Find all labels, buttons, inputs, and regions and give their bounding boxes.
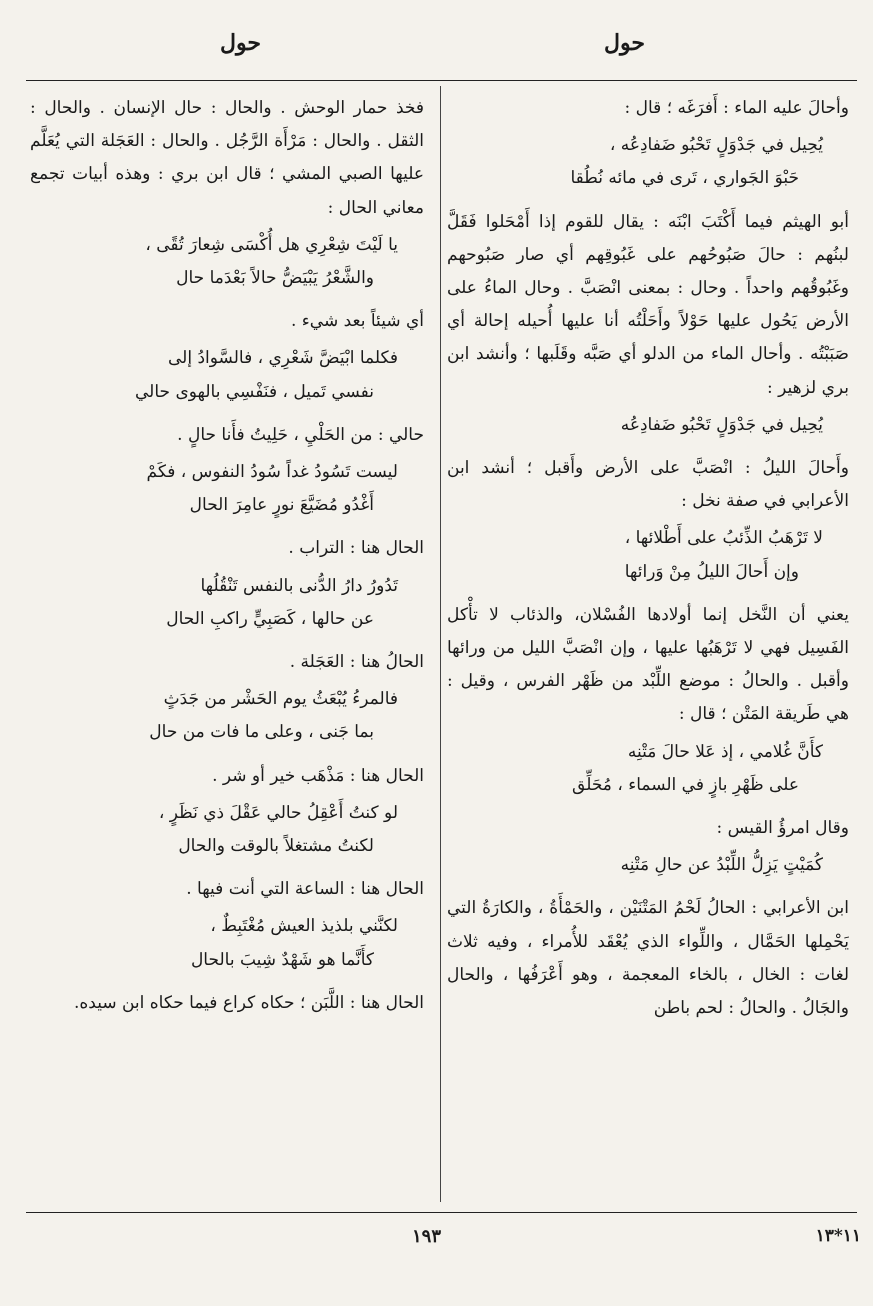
paragraph: فخذ حمار الوحش . والحال : حال الإنسان . والحال : الثقل . والحال : مَرْأَة الرَّجُل . والحال : العَجَلة التي يُعَلَّم عليها الصبي المشي ؛ قال ابن بري : وهذه أبيات تجمع معاني الحال :: [30, 98, 424, 218]
verse-line: وإن أَحالَ الليلُ مِنْ وَرائها: [624, 561, 799, 582]
paragraph: الحال هنا : التراب .: [288, 538, 424, 559]
verse-line: على ظَهْرِ بازٍ في السماء ، مُحَلِّق: [572, 774, 799, 795]
verse-line: فكلما ابْيَضَّ شَعْرِي ، فالسَّوادُ إلى: [168, 348, 398, 369]
paragraph: أي شيئاً بعد شيء .: [291, 311, 424, 332]
paragraph: وقال امرؤُ القيس :: [716, 818, 849, 839]
verse: [447, 736, 849, 802]
verse: [30, 229, 424, 295]
verse-line: والشَّعْرُ يَبْيَضُّ حالاً بَعْدَما حال: [176, 268, 374, 289]
verse-line: يا لَيْتَ شِعْرِي هل أُكْسَى شِعارَ تُقًى ،: [145, 234, 398, 255]
verse-line: لكنَّني بلذيذ العيش مُغْتَبِطٌ ،: [210, 916, 398, 937]
verse: [447, 129, 849, 195]
verse-line: ليست تَسُودُ غداً سُودُ النفوس ، فكَمْ: [146, 462, 398, 483]
verse: [30, 683, 424, 749]
verse-line: لو كنتُ أَعْقِلُ حالي عَقْلَ ذي نَظَرٍ ،: [158, 802, 398, 823]
verse-line: كأَنَّ غُلامي ، إذ عَلا حالَ مَتْنِه: [627, 741, 823, 762]
signature-mark: ١١*١٣: [815, 1226, 861, 1246]
paragraph: يعني أن النَّخل إنما أولادها الفُسْلان، والذئاب لا تأْكل الفَسِيل فهي لا تَرْهَبُها عليها ، وإن انْصَبَّ الليل من ورائها وأقبل . والحالُ : موضع اللِّبْد من ظَهْر الفرس ، وقيل : هي طَريقة المَتْن ؛ قال :: [447, 604, 849, 725]
verse-line: يُحِيل في جَدْوَلٍ تَحْبُو ضَفادِعُه: [620, 414, 823, 435]
right-column: [447, 92, 849, 1204]
verse: [447, 409, 849, 442]
paragraph: وأحالَ عليه الماء : أَفرَغَه ؛ قال :: [624, 98, 849, 118]
paragraph: الحال هنا : مَذْهَب خير أو شر .: [212, 765, 424, 786]
verse: [30, 456, 424, 522]
header-word-left: حول: [220, 30, 261, 56]
paragraph: الحال هنا : اللَّبَن ؛ حكاه كراع فيما حكاه ابن سيده.: [73, 992, 424, 1013]
verse-line: كأَنَّما هو شَهْدٌ شِيبَ بالحال: [190, 949, 374, 970]
verse-line: كُمَيْتٍ يَزِلُّ اللِّبْدُ عن حالِ مَتْنِه: [620, 855, 823, 876]
verse-line: أَغْدُو مُضَيَّعَ نورٍ عامِرَ الحال: [189, 495, 374, 516]
header-word-right: حول: [604, 30, 645, 56]
verse: [30, 910, 424, 976]
verse: [30, 570, 424, 636]
verse: [447, 522, 849, 588]
paragraph: ابن الأعرابي : الحالُ لَحْمُ المَتْنَيْن ، والحَمْأَةُ ، والكارَةُ التي يَحْمِلها الحَمَّال ، واللِّواء الذي يُعْقَد للأُمراء ، وفيه ثلاث لغات : الخال ، بالخاء المعجمة ، وهو أَعْرَفُها ، والحال والجَالُ . والحالُ : لحم باطن: [447, 898, 849, 1019]
paragraph: الحال هنا : الساعة التي أنت فيها .: [186, 879, 424, 900]
verse-line: بما جَنى ، وعلى ما فات من حال: [149, 722, 374, 743]
verse-line: حَبْوَ الجَواري ، تَرى في مائه نُطُقا: [570, 168, 799, 189]
verse-line: لكنتُ مشتغلاً بالوقت والحال: [178, 836, 374, 857]
column-divider: [440, 86, 441, 1202]
verse-line: لا تَرْهَبُ الذِّئبُ على أَطْلائها ،: [624, 528, 823, 549]
verse-line: فالمرءُ يُبْعَثُ يوم الحَشْر من جَدَثٍ: [163, 689, 398, 710]
verse-line: عن حالها ، كَصَبِيٍّ راكبِ الحال: [166, 608, 374, 629]
verse-line: نفسي تَميل ، فنَفْسِي بالهوى حالي: [135, 381, 374, 402]
paragraph: وأَحالَ الليلُ : انْصَبَّ على الأرض وأَقبل ؛ أنشد ابن الأعرابي في صفة نخل :: [447, 458, 849, 512]
paragraph: أبو الهيثم فيما أَكْتَبَ ابْنَه : يقال للقوم إذا أَمْحَلوا فَقَلَّ لبنُهم : حالَ صَبُوحُهم على غَبُوقِهم أي صار صَبُوحهم وغَبُوقُهم واحداً . وحال : بمعنى انْصَبَّ . وحال الماءُ على الأرض يَحُول عليها حَوْلاً وأَحَلْتُه أنا عليها أُحيله إحالة أي صَبَبْتُه . وأحال الماء من الدلو أي صَبَّه وقَلَبها ؛ وأنشد ابن بري لزهير :: [447, 211, 849, 398]
left-column: [30, 92, 424, 1204]
verse-line: تَدُورُ دارُ الدُّنى بالنفس تَنْقُلُها: [200, 575, 398, 596]
paragraph: الحالُ هنا : العَجَلة .: [289, 652, 424, 673]
page-number: ١٩٣: [412, 1226, 442, 1247]
top-rule: [26, 80, 857, 81]
bottom-rule: [26, 1212, 857, 1213]
paragraph: حالي : من الحَلْيِ ، حَلِيتُ فأَنا حالٍ .: [177, 424, 424, 445]
verse: [30, 342, 424, 408]
verse: [447, 849, 849, 882]
verse: [30, 797, 424, 863]
verse-line: يُحِيل في جَدْوَلٍ تَحْبُو ضَفادِعُه ،: [609, 135, 823, 156]
